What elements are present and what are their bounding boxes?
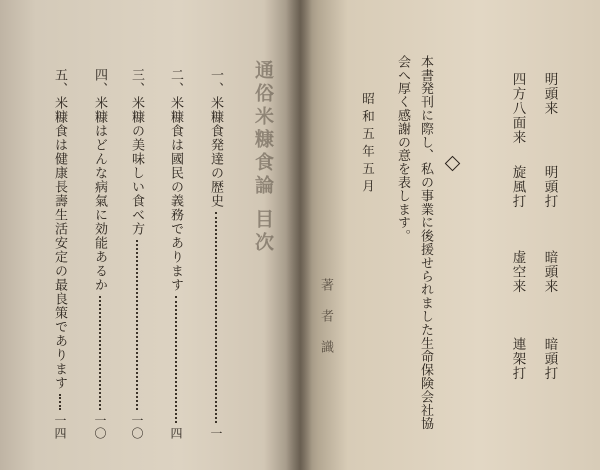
toc-entry-text: 米糠はどんな病氣に効能あるか <box>92 96 107 292</box>
toc-leader-dots <box>99 296 101 410</box>
verse-line: 明頭打 <box>541 165 558 209</box>
verse-line: 連架打 <box>509 337 526 381</box>
acknowledgement-line: 本書発刊に際し、私の事業に後援せられました生命保険会社協 <box>418 55 433 431</box>
verse-line: 暗頭来 <box>541 250 558 294</box>
toc-leader-dots <box>215 212 217 423</box>
verse-line: 明頭来 <box>541 72 558 116</box>
toc-entry-page: 四 <box>169 427 183 440</box>
acknowledgement-line: 会へ厚く感謝の意を表します。 <box>395 55 410 243</box>
toc-entry-1 <box>206 68 225 440</box>
toc-leader-dots <box>136 240 138 410</box>
toc-entry-text: 米糠食は國民の義務であります <box>168 96 183 292</box>
verse-line: 旋風打 <box>509 165 526 209</box>
toc-entry-5 <box>50 68 69 440</box>
toc-entry-number: 四、 <box>92 68 107 96</box>
toc-title: 通俗米糠食論 目次 <box>252 60 274 255</box>
verse-line: 暗頭打 <box>541 337 558 381</box>
toc-entry-text: 米糠食は健康長壽生活安定の最良策であります <box>52 96 67 390</box>
toc-entry-number: 五、 <box>52 68 67 96</box>
toc-entry-number: 一、 <box>208 68 223 96</box>
toc-entry-3 <box>127 68 146 440</box>
toc-entry-page: 一四 <box>53 414 67 440</box>
toc-entry-page: 一〇 <box>93 414 107 440</box>
toc-entry-page: 一〇 <box>130 414 144 440</box>
toc-entry-4 <box>90 68 109 440</box>
toc-entry-2 <box>166 68 185 440</box>
verse-line: 虚空来 <box>509 250 526 294</box>
author-signature: 著者識 <box>318 278 333 371</box>
toc-leader-dots <box>175 296 177 423</box>
toc-entry-number: 二、 <box>168 68 183 96</box>
right-page <box>304 0 600 470</box>
toc-entry-page: 一 <box>209 427 223 440</box>
left-page <box>0 0 298 470</box>
publication-date: 昭和五年五月 <box>360 92 376 197</box>
toc-leader-dots <box>59 394 61 410</box>
toc-entry-text: 米糠の美味しい食べ方 <box>129 96 144 236</box>
toc-entry-text: 米糠食発達の歴史 <box>208 96 223 208</box>
verse-line: 四方八面来 <box>509 72 526 145</box>
toc-entry-number: 三、 <box>129 68 144 96</box>
